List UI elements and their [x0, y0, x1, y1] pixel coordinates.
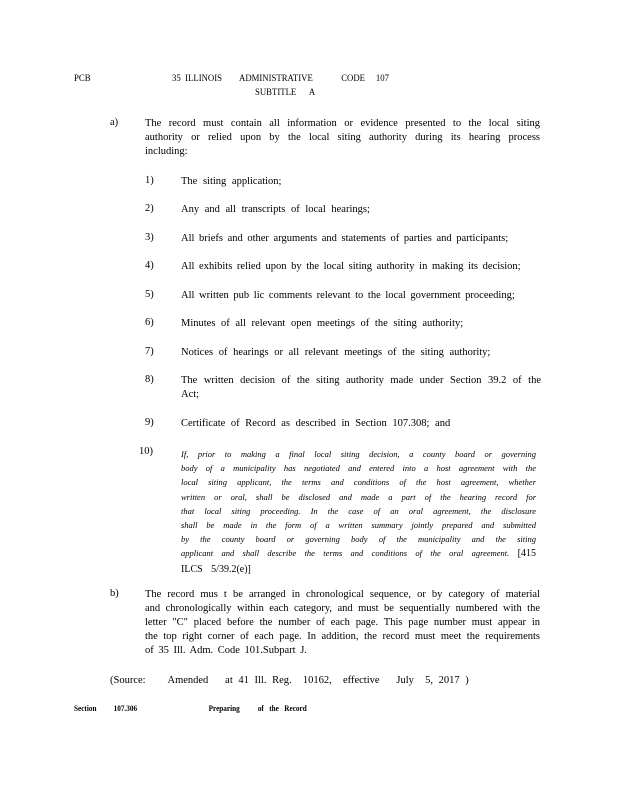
- source-note: (Source: Amended at 41 Ill. Reg. 10162, effective July 5, 2017 ): [110, 675, 469, 686]
- item-8-num: 8): [145, 374, 154, 385]
- item-8-text: The written decision of the siting authority made under Section 39.2 of the Act;: [181, 375, 541, 400]
- para-a-text: The record must contain all information or evidence presented to the local siting authority or relied upon by the local siting authority during its hearing process including:: [145, 118, 540, 157]
- item-6-text: Minutes of all relevant open meetings of the siting authority;: [181, 318, 464, 329]
- header-left: PCB: [74, 74, 91, 84]
- section-title: Preparing of the Record: [208, 703, 307, 713]
- item-3-num: 3): [145, 232, 154, 243]
- item-5-text: All written pub lic comments relevant to the local government proceeding;: [181, 290, 515, 301]
- section-label: Section: [74, 703, 97, 713]
- item-7-num: 7): [145, 346, 154, 357]
- item-4-text: All exhibits relied upon by the local siting authority in making its decision;: [181, 261, 521, 272]
- header-title: 35 ILLINOIS ADMINISTRATIVE CODE 107: [172, 74, 390, 84]
- item-1-text: The siting application;: [181, 176, 282, 187]
- item-9-text: Certificate of Record as described in Section 107.308; and: [181, 418, 451, 429]
- item-10-body: If, prior to making a final local siting decision, a county board or governing body of a municipality has negotiated and entered into a host agreement with the local siting applicant, the terms and conditions of the host agreement, whether written or oral, shall be disclosed and made a part of the hearing record for that local siting proceeding. In the case of an oral agreement, the disclosure shall be made in the form of a written summary jointly prepared and submitted by the county board or governing body of the municipality and the siting applicant and shall describe the terms and conditions of the oral agreement.: [181, 449, 536, 559]
- item-2-text: Any and all transcripts of local hearings;: [181, 204, 370, 215]
- item-6-num: 6): [145, 317, 154, 328]
- section-number: 107.306: [113, 703, 138, 713]
- para-a-label: a): [110, 117, 119, 128]
- para-b-label: b): [110, 588, 119, 599]
- item-10-text: [181, 447, 536, 577]
- item-4-num: 4): [145, 260, 154, 271]
- section-heading: [74, 703, 307, 713]
- item-10-citation: [415 ILCS 5/39.2(e)]: [181, 548, 536, 575]
- item-3-text: All briefs and other arguments and statements of parties and participants;: [181, 233, 509, 244]
- item-9-num: 9): [145, 417, 154, 428]
- para-b-text: The record mus t be arranged in chronological sequence, or by category of material and chronologically within each category, and must be sequentially numbered with the letter "C" placed before the number of each page. This page number must appear in the top right corner of each page. In addition, the record must meet the requirements of 35 Ill. Adm. Code 101.Subpart J.: [145, 589, 540, 656]
- item-7-text: Notices of hearings or all relevant meetings of the siting authority;: [181, 347, 491, 358]
- item-5-num: 5): [145, 289, 154, 300]
- item-2-num: 2): [145, 203, 154, 214]
- item-10-num: 10): [139, 446, 153, 457]
- item-1-num: 1): [145, 175, 154, 186]
- header-subtitle: SUBTITLE A: [255, 88, 316, 98]
